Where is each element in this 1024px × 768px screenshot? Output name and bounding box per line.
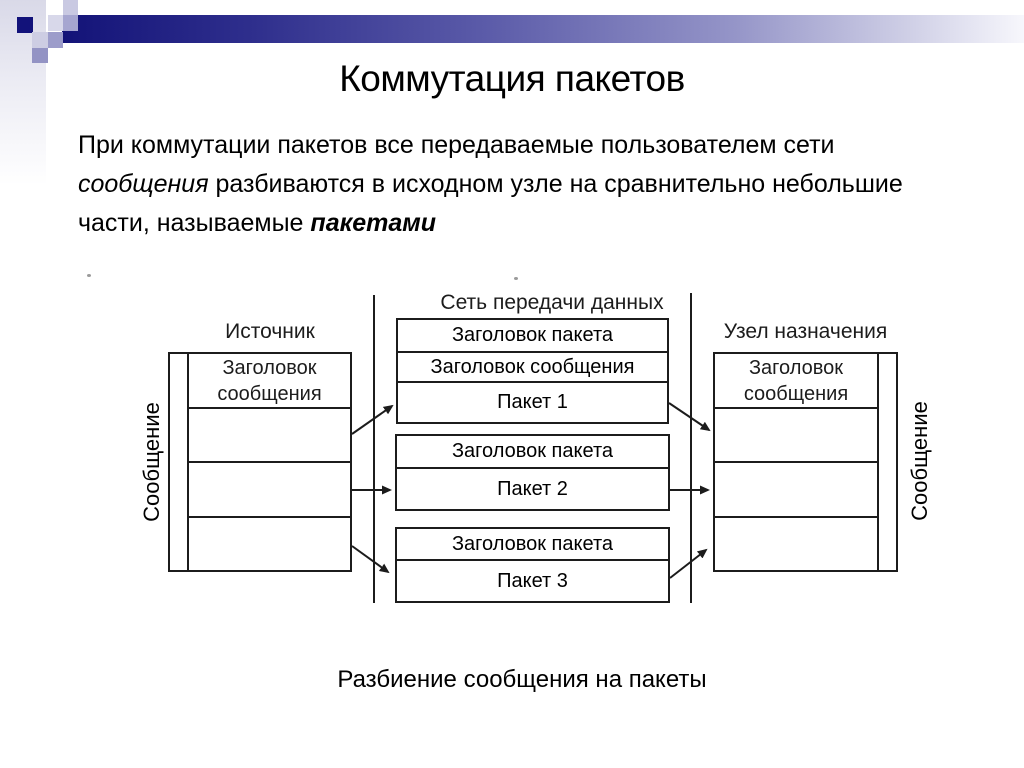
deco-square (32, 32, 48, 48)
packet-header-row: Заголовок пакета (397, 529, 668, 561)
paragraph-text: разбиваются в исходном узле на сравнительно небольшие (208, 170, 903, 198)
message-part-cell (715, 463, 877, 517)
header-bar (62, 15, 1024, 43)
message-part-cell (715, 518, 877, 570)
paragraph-text: части, называемые (78, 209, 311, 237)
network-boundary-right (690, 293, 692, 603)
message-header-cell: Заголовок сообщения (189, 354, 350, 409)
packet-payload-row: Пакет 2 (497, 477, 568, 500)
message-part-cell (189, 409, 350, 463)
packet-header-row: Заголовок пакета (397, 436, 668, 469)
packet-2-box (395, 434, 670, 511)
arrow-packet-1-to-destination (669, 403, 709, 430)
deco-square (48, 15, 63, 31)
slide-title: Коммутация пакетов (339, 58, 685, 99)
destination-label: Узел назначения (723, 320, 888, 343)
message-spine (877, 354, 896, 570)
paragraph-text: При коммутации пакетов все передаваемые пользователем сети (78, 131, 835, 159)
network-label: Сеть передачи данных (440, 291, 664, 314)
scan-speck (87, 274, 91, 277)
paragraph-text-bold-italic: пакетами (310, 209, 437, 237)
message-part-cell (189, 463, 350, 517)
deco-square (17, 17, 33, 33)
message-part-cell (189, 518, 350, 570)
deco-square (63, 0, 78, 15)
deco-square (48, 32, 63, 48)
message-part-cell (715, 409, 877, 463)
paragraph-text-italic: сообщения (78, 170, 209, 198)
message-cells (189, 354, 350, 570)
destination-message-box (713, 352, 898, 572)
arrow-source-to-packet-3 (352, 546, 388, 572)
diagram-caption: Разбиение сообщения на пакеты (337, 666, 707, 693)
paragraph-line (78, 126, 958, 165)
paragraph-line (78, 204, 958, 243)
paragraph-line (78, 165, 958, 204)
packet-payload-row: Пакет 1 (497, 391, 568, 413)
deco-square (63, 15, 78, 31)
message-cells (715, 354, 877, 570)
packet-header-row: Заголовок пакета (398, 320, 667, 353)
packet-1-box (396, 318, 669, 424)
source-label: Источник (225, 320, 315, 343)
intro-paragraph (78, 126, 958, 243)
message-vertical-label-left: Сообщение (139, 402, 164, 522)
source-message-box (168, 352, 352, 572)
message-vertical-label-right: Сообщение (907, 401, 932, 521)
packet-3-box (395, 527, 670, 603)
message-spine (170, 354, 189, 570)
scan-speck (514, 277, 518, 280)
arrow-source-to-packet-1 (352, 406, 392, 434)
network-boundary-left (373, 295, 375, 603)
message-header-row: Заголовок сообщения (398, 353, 667, 383)
packet-payload-row: Пакет 3 (497, 569, 568, 592)
message-header-cell: Заголовок сообщения (715, 354, 877, 409)
arrow-packet-3-to-destination (670, 550, 706, 578)
